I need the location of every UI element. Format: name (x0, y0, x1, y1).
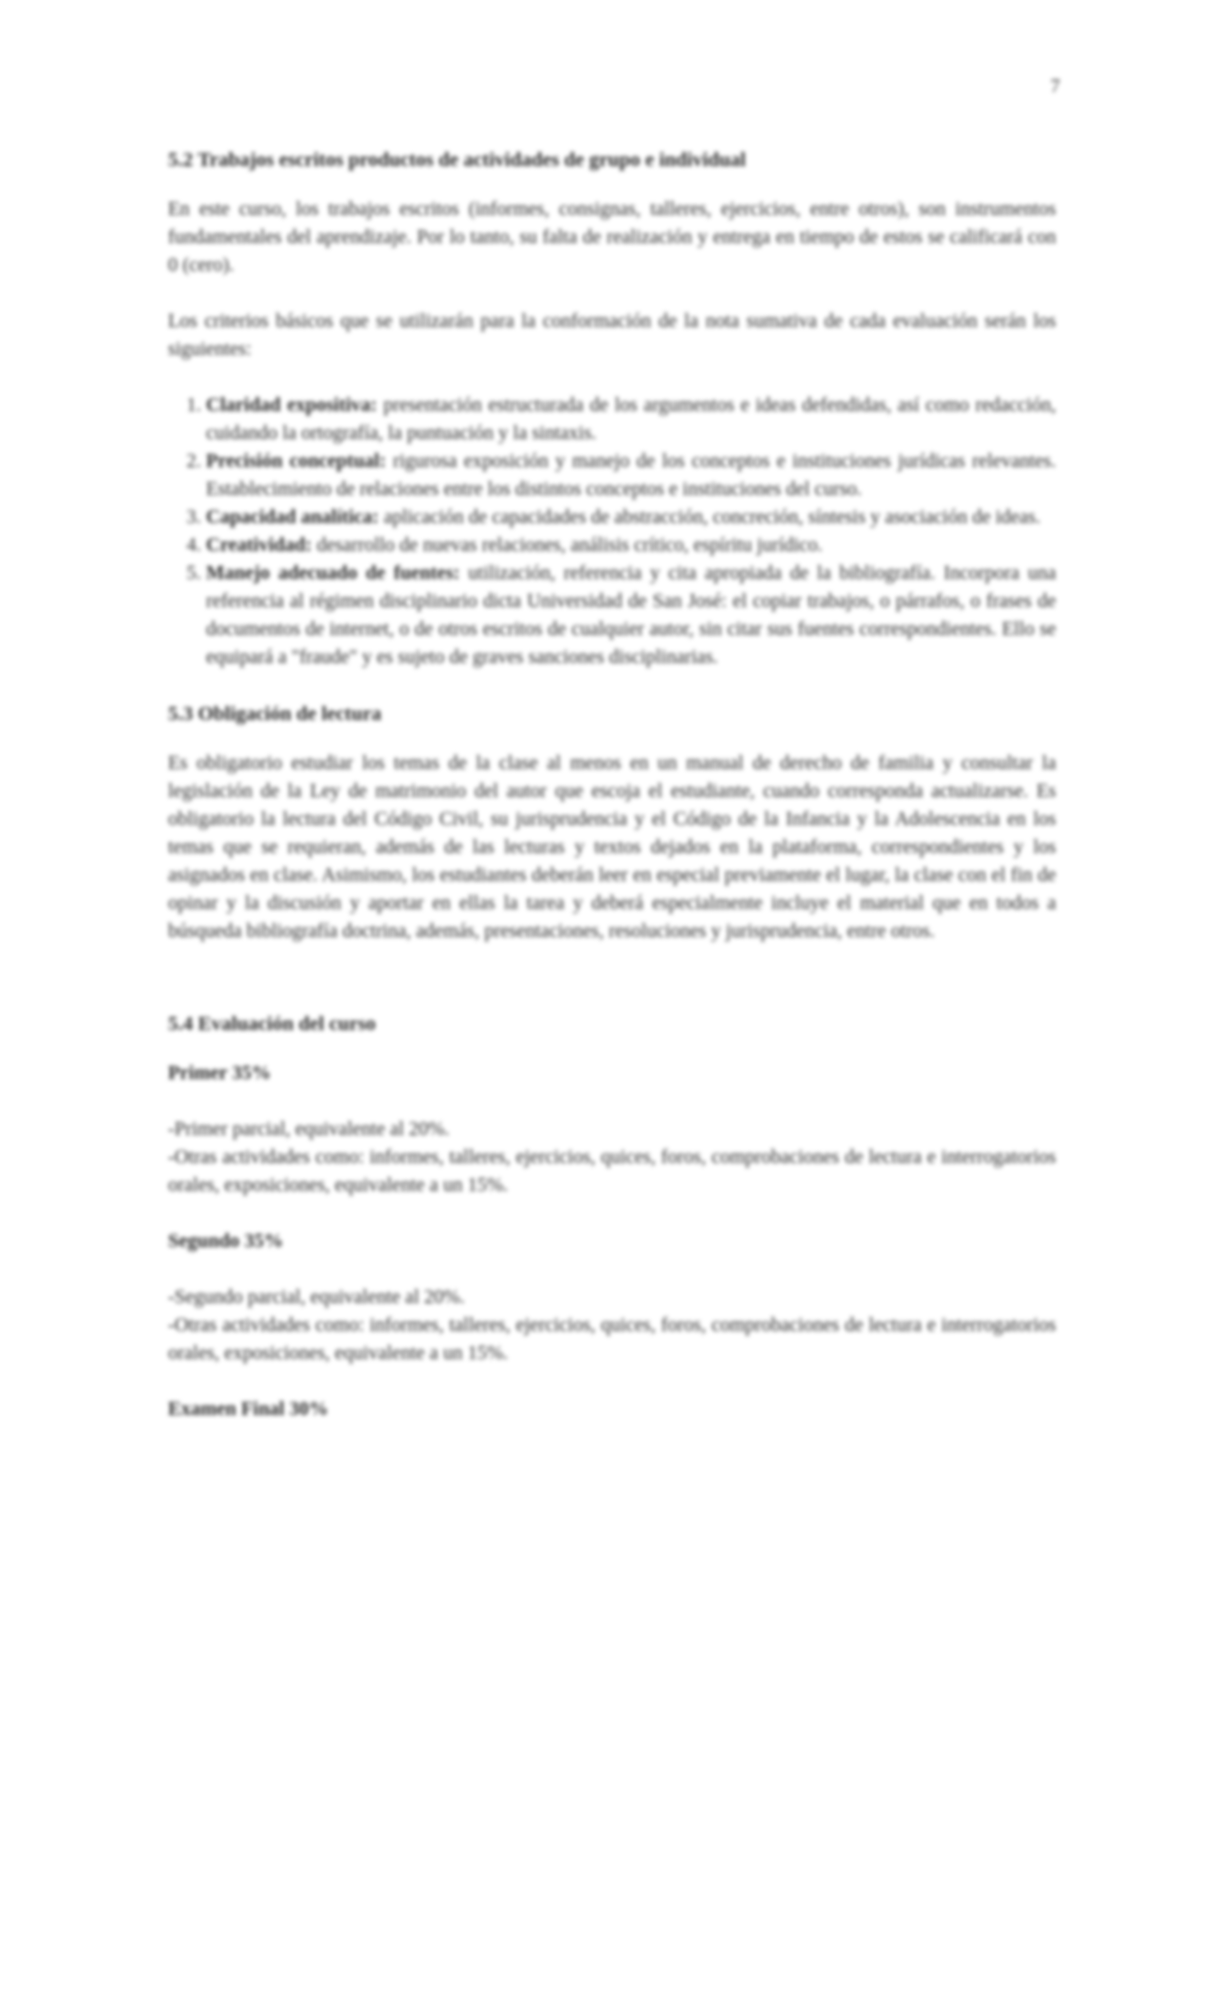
paragraph-written-work: En este curso, los trabajos escritos (informes, consignas, talleres, ejercicios, entre otros), son instrumentos fundamentales del aprendizaje. Por lo tanto, su falta de realización y entrega en tiempo de estos se calificará con 0 (cero). (168, 199, 1056, 276)
criteria-item (206, 532, 1056, 560)
criteria-term: Manejo adecuado de fuentes: (206, 563, 460, 584)
criteria-text: utilización, referencia y cita apropiada de la bibliografía. Incorpora una referencia al régimen disciplinario dicta Universidad de San José: el copiar trabajos, o párrafos, o frases de documentos de internet, o de otros escritos de cualquier autor, sin citar sus fuentes correspondientes. Ello se equipará a "fraude" y es sujeto de graves sanciones disciplinarias. (206, 563, 1056, 668)
evaluation-second-title: Segundo 35% (168, 1231, 284, 1252)
evaluation-first-block (168, 1116, 1056, 1200)
criteria-item (206, 504, 1056, 532)
evaluation-second-block (168, 1284, 1056, 1368)
criteria-item (206, 560, 1056, 672)
criteria-item (206, 392, 1056, 448)
evaluation-second-line-2: -Otras actividades como: informes, talleres, ejercicios, quices, foros, comprobaciones de lectura e interrogatorios orales, exposiciones, equivalente a un 15%. (168, 1315, 1056, 1364)
criteria-term: Claridad expositiva: (206, 395, 378, 416)
criteria-text: rigurosa exposición y manejo de los conceptos e instituciones jurídicas relevantes. Establecimiento de relaciones entre los distintos conceptos e instituciones del curso. (206, 451, 1057, 500)
criteria-text: aplicación de capacidades de abstracción, concreción, síntesis y asociación de ideas. (378, 507, 1041, 528)
paragraph-criteria-intro: Los criterios básicos que se utilizarán para la conformación de la nota sumativa de cada evaluación serán los siguientes: (168, 311, 1056, 360)
paragraph-reading-obligation: Es obligatorio estudiar los temas de la clase al menos en un manual de derecho de familia y consultar la legislación de la Ley de matrimonio del autor que escoja el estudiante, cuando corresponda actualizarse. Es obligatorio la lectura del Código Civil, su jurisprudencia y el Código de la Infancia y la Adolescencia en los temas que se requieran, además de las lecturas y textos dejados en la plataforma, correspondientes y los asignados en clase. Asimismo, los estudiantes deberán leer en especial previamente el lugar, la clase con el fin de opinar y la discusión y aportar en ellas la tarea y deberá especialmente incluye el material que en todos a búsqueda bibliografía doctrina, además, presentaciones, resoluciones y jurisprudencia, entre otros. (168, 753, 1056, 942)
criteria-item (206, 448, 1056, 504)
evaluation-first-line-1: -Primer parcial, equivalente al 20%. (168, 1119, 450, 1140)
criteria-term: Precisión conceptual: (206, 451, 386, 472)
evaluation-first-title: Primer 35% (168, 1063, 272, 1084)
criteria-term: Capacidad analítica: (206, 507, 379, 528)
page-number: 7 (1050, 76, 1060, 97)
section-heading-5-2: 5.2 Trabajos escritos productos de actividades de grupo e individual (168, 149, 746, 171)
criteria-list (168, 392, 1056, 672)
evaluation-final-title: Examen Final 30% (168, 1399, 329, 1420)
evaluation-second-line-1: -Segundo parcial, equivalente al 20%. (168, 1287, 465, 1308)
criteria-text: desarrollo de nuevas relaciones, análisis crítico, espíritu jurídico. (311, 535, 823, 556)
page-content (168, 146, 1056, 1452)
criteria-text: presentación estructurada de los argumentos e ideas defendidas, así como redacción, cuidando la ortografía, la puntuación y la sintaxis. (206, 395, 1056, 444)
section-heading-5-3: 5.3 Obligación de lectura (168, 703, 382, 725)
section-heading-5-4: 5.4 Evaluación del curso (168, 1013, 376, 1035)
spacer (168, 974, 1056, 1010)
criteria-term: Creatividad: (206, 535, 312, 556)
evaluation-first-line-2: -Otras actividades como: informes, talleres, ejercicios, quices, foros, comprobaciones de lectura e interrogatorios orales, exposiciones, equivalente a un 15%. (168, 1147, 1056, 1196)
